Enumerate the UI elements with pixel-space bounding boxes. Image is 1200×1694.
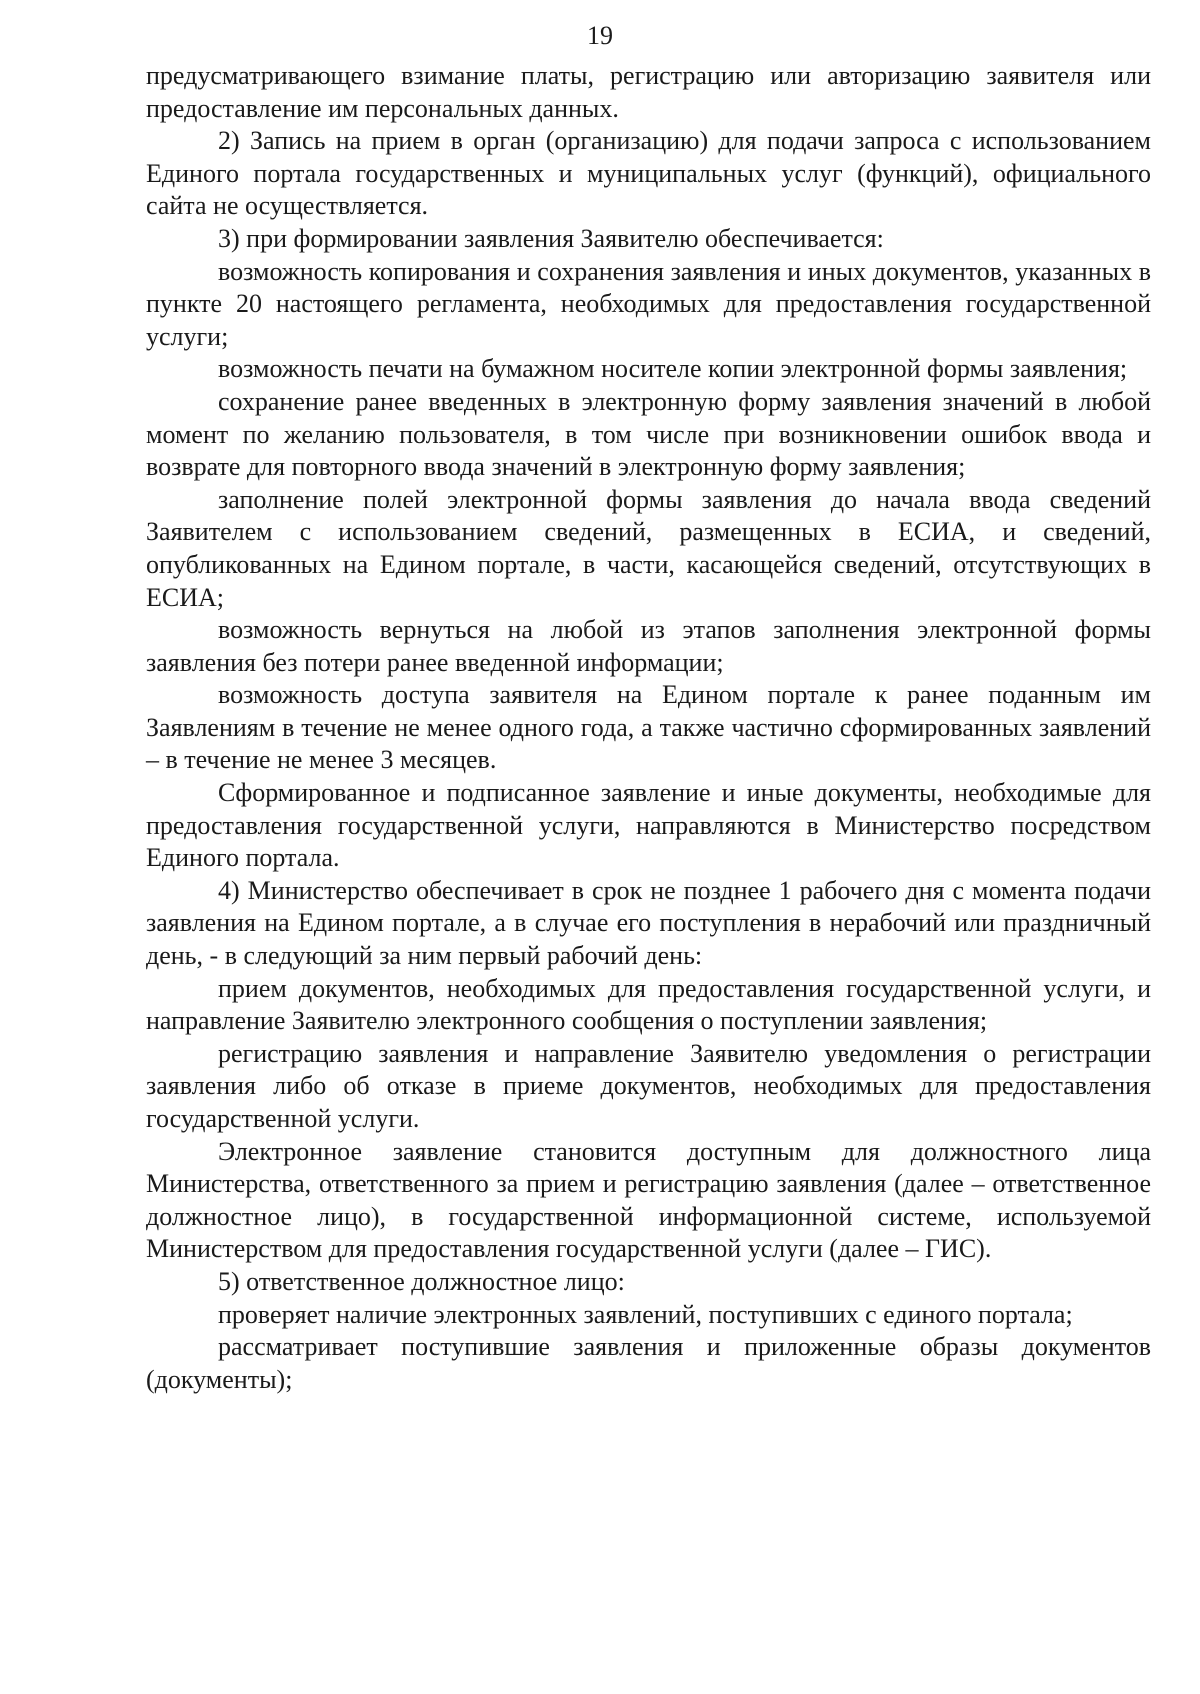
paragraph: Электронное заявление становится доступным для должностного лица Министерства, ответственного за прием и регистрацию заявления (далее – ответственное должностное лицо), в государственной информационной системе, используемой Министерством для предоставления государственной услуги (далее – ГИС). bbox=[146, 1136, 1151, 1264]
paragraph: возможность доступа заявителя на Едином портале к ранее поданным им Заявлениям в течение не менее одного года, а также частично сформированных заявлений – в течение не менее 3 месяцев. bbox=[146, 680, 1151, 775]
paragraph: возможность вернуться на любой из этапов заполнения электронной формы заявления без потери ранее введенной информации; bbox=[146, 615, 1151, 677]
paragraph: прием документов, необходимых для предоставления государственной услуги, и направление Заявителю электронного сообщения о поступлении заявления; bbox=[146, 973, 1151, 1036]
paragraph: 3) при формировании заявления Заявителю обеспечивается: bbox=[218, 223, 884, 253]
paragraph: сохранение ранее введенных в электронную форму заявления значений в любой момент по желанию пользователя, в том числе при возникновении ошибок ввода и возврате для повторного ввода значений в электронную форму заявления; bbox=[146, 386, 1151, 482]
paragraph: 4) Министерство обеспечивает в срок не позднее 1 рабочего дня с момента подачи заявления на Едином портале, а в случае его поступления в нерабочий или праздничный день, - в следующий за ним первый рабочий день: bbox=[146, 875, 1151, 971]
paragraph: 5) ответственное должностное лицо: bbox=[218, 1266, 625, 1296]
paragraph: рассматривает поступившие заявления и приложенные образы документов (документы); bbox=[146, 1332, 1151, 1394]
paragraph: заполнение полей электронной формы заявления до начала ввода сведений Заявителем с использованием сведений, размещенных в ЕСИА, и сведений, опубликованных на Едином портале, в части, касающейся сведений, отсутствующих в ЕСИА; bbox=[146, 484, 1151, 612]
paragraph: возможность печати на бумажном носителе копии электронной формы заявления; bbox=[218, 354, 1128, 384]
paragraph: регистрацию заявления и направление Заявителю уведомления о регистрации заявления либо об отказе в приеме документов, необходимых для предоставления государственной услуги. bbox=[146, 1038, 1151, 1133]
paragraph: предусматривающего взимание платы, регистрацию или авторизацию заявителя или предоставление им персональных данных. bbox=[146, 61, 1151, 123]
document-body bbox=[146, 60, 1151, 1396]
paragraph: 2) Запись на прием в орган (организацию) для подачи запроса с использованием Единого портала государственных и муниципальных услуг (функций), официального сайта не осуществляется. bbox=[146, 126, 1151, 221]
paragraph: Сформированное и подписанное заявление и иные документы, необходимые для предоставления государственной услуги, направляются в Министерство посредством Единого портала. bbox=[146, 778, 1151, 873]
paragraph: возможность копирования и сохранения заявления и иных документов, указанных в пункте 20 настоящего регламента, необходимых для предоставления государственной услуги; bbox=[146, 256, 1151, 351]
paragraph: проверяет наличие электронных заявлений, поступивших с единого портала; bbox=[218, 1299, 1073, 1329]
page-number: 19 bbox=[587, 21, 613, 50]
